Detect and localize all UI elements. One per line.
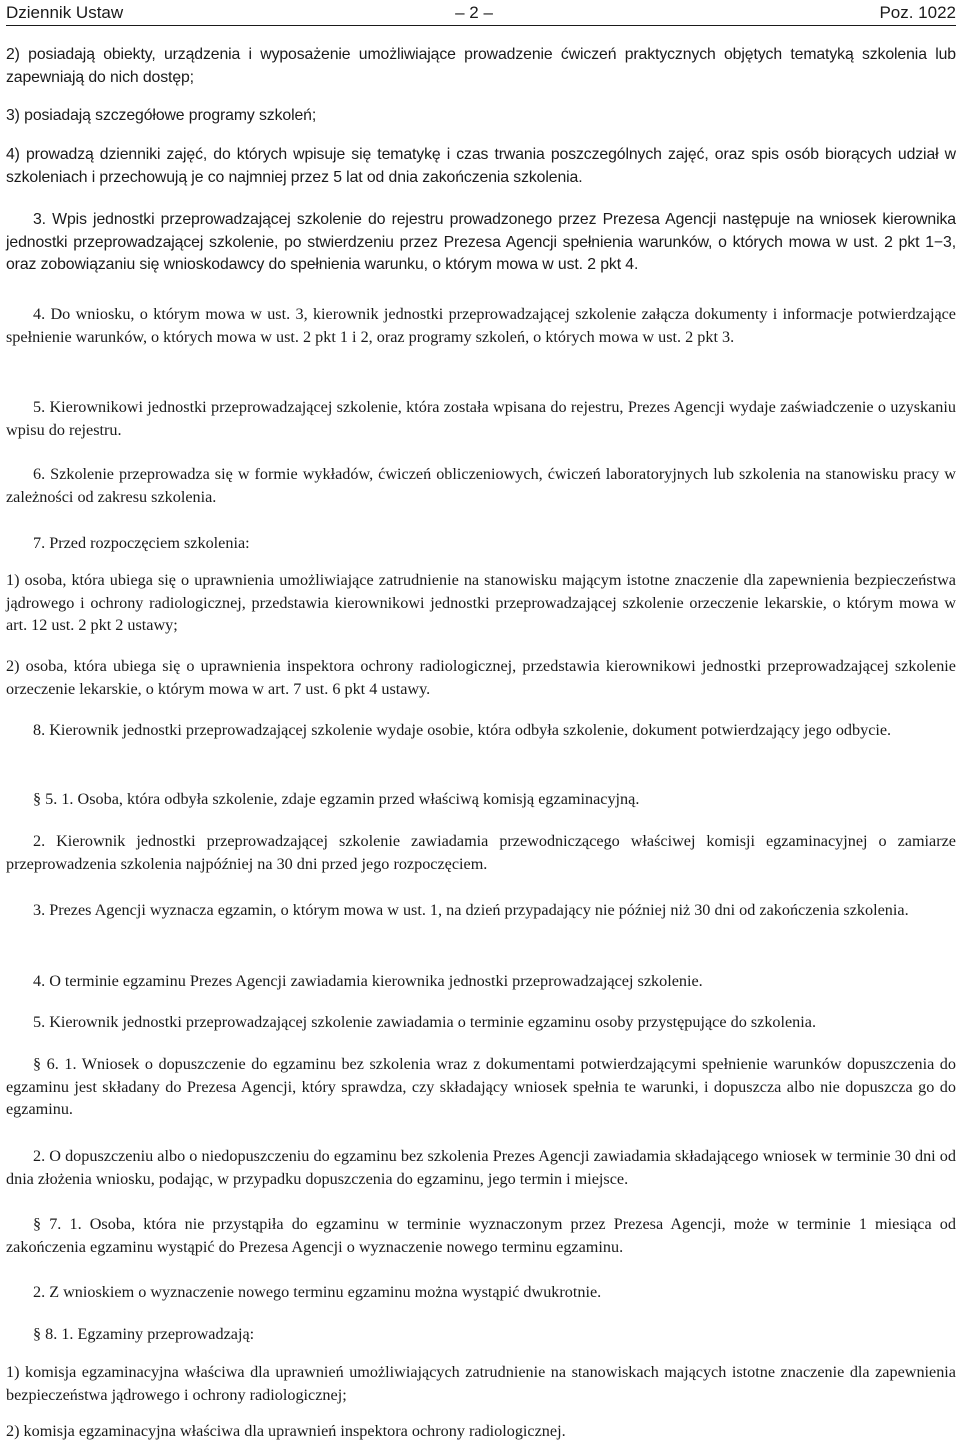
list-item-3: 3) posiadają szczegółowe programy szkoleń; [6, 107, 317, 124]
header-rule [6, 25, 956, 26]
paragraph-par-7-2: 2. Z wnioskiem o wyznaczenie nowego terminu egzaminu można wystąpić dwukrotnie. [33, 1283, 602, 1301]
paragraph-ust-3: 3. Wpis jednostki przeprowadzającej szkolenie do rejestru prowadzonego przez Prezesa Agencji następuje na wniosek kierownika jednostki przeprowadzającej szkolenie, po stwierdzeniu przez Prezesa Agencji spełnienia warunków, o których mowa w ust. 2 pkt 1−3, oraz zobowiązaniu się wnioskodawcy do spełnienia warunku, o którym mowa w ust. 2 pkt 4. [6, 211, 956, 273]
list-item-2: 2) posiadają obiekty, urządzenia i wyposażenie umożliwiające prowadzenie ćwiczeń praktycznych objętych tematyką szkolenia lub zapewniają do nich dostęp; [6, 46, 956, 86]
list-item-8-2: 2) komisja egzaminacyjna właściwa dla uprawnień inspektora ochrony radiologicznej. [6, 1422, 566, 1440]
paragraph-ust-4: 4. Do wniosku, o którym mowa w ust. 3, kierownik jednostki przeprowadzającej szkolenie załącza dokumenty i informacje potwierdzające spełnienie warunków, o których mowa w ust. 2 pkt 1 i 2, oraz programy szkoleń, o których mowa w ust. 2 pkt 3. [6, 305, 956, 346]
paragraph-par-5-2: 2. Kierownik jednostki przeprowadzającej szkolenie zawiadamia przewodniczącego właściwej komisji egzaminacyjnej o zamiarze przeprowadzenia szkolenia najpóźniej na 30 dni przed jego rozpoczęciem. [6, 832, 956, 873]
paragraph-par-5-1: § 5. 1. Osoba, która odbyła szkolenie, zdaje egzamin przed właściwą komisją egzaminacyjną. [33, 790, 640, 808]
paragraph-par-5-5: 5. Kierownik jednostki przeprowadzającej szkolenie zawiadamia o terminie egzaminu osoby przystępujące do szkolenia. [33, 1013, 817, 1031]
page-header [6, 0, 956, 26]
list-item-8-1: 1) komisja egzaminacyjna właściwa dla uprawnień umożliwiających zatrudnienie na stanowiskach mających istotne znaczenie dla zapewnienia bezpieczeństwa jądrowego i ochrony radiologicznej; [6, 1363, 956, 1404]
paragraph-par-6-1: § 6. 1. Wniosek o dopuszczenie do egzaminu bez szkolenia wraz z dokumentami potwierdzającymi spełnienie warunków dopuszczenia do egzaminu jest składany do Prezesa Agencji, który sprawdza, czy składający wniosek spełnia te warunki, i dopuszcza albo nie dopuszcza go do egzaminu. [6, 1055, 956, 1118]
paragraph-par-5-4: 4. O terminie egzaminu Prezes Agencji zawiadamia kierownika jednostki przeprowadzającej szkolenie. [33, 972, 703, 990]
page-number: – 2 – [455, 3, 493, 22]
position-number: Poz. 1022 [879, 3, 956, 22]
paragraph-ust-8: 8. Kierownik jednostki przeprowadzającej szkolenie wydaje osobie, która odbyła szkolenie, dokument potwierdzający jego odbycie. [33, 721, 892, 739]
paragraph-ust-6: 6. Szkolenie przeprowadza się w formie wykładów, ćwiczeń obliczeniowych, ćwiczeń laboratoryjnych lub szkolenia na stanowisku pracy w zależności od zakresu szkolenia. [6, 465, 956, 506]
list-item-7-2: 2) osoba, która ubiega się o uprawnienia inspektora ochrony radiologicznej, przedstawia kierownikowi jednostki przeprowadzającej szkolenie orzeczenie lekarskie, o którym mowa w art. 7 ust. 6 pkt 4 ustawy. [6, 657, 956, 698]
list-item-4: 4) prowadzą dzienniki zajęć, do których wpisuje się tematykę i czas trwania poszczególnych zajęć, oraz spis osób biorących udział w szkoleniach i przechowują je co najmniej przez 5 lat od dnia zakończenia szkolenia. [6, 146, 956, 186]
paragraph-par-6-2: 2. O dopuszczeniu albo o niedopuszczeniu do egzaminu bez szkolenia Prezes Agencji zawiadamia składającego wniosek w terminie 30 dni od dnia złożenia wniosku, podając, w przypadku dopuszczenia do egzaminu, jego termin i miejsce. [6, 1147, 956, 1188]
paragraph-par-7-1: § 7. 1. Osoba, która nie przystąpiła do egzaminu w terminie wyznaczonym przez Prezesa Agencji, może w terminie 1 miesiąca od zakończenia egzaminu wystąpić do Prezesa Agencji o wyznaczenie nowego terminu egzaminu. [6, 1215, 956, 1256]
journal-title: Dziennik Ustaw [6, 3, 124, 22]
list-item-7-1: 1) osoba, która ubiega się o uprawnienia umożliwiające zatrudnienie na stanowisku mającym istotne znaczenie dla zapewnienia bezpieczeństwa jądrowego i ochrony radiologicznej, przedstawia kierownikowi jednostki przeprowadzającej szkolenie orzeczenie lekarskie, o którym mowa w art. 12 ust. 2 pkt 2 ustawy; [6, 571, 956, 634]
paragraph-ust-5: 5. Kierownikowi jednostki przeprowadzającej szkolenie, która została wpisana do rejestru, Prezes Agencji wydaje zaświadczenie o uzyskaniu wpisu do rejestru. [6, 398, 956, 439]
paragraph-ust-7: 7. Przed rozpoczęciem szkolenia: [33, 534, 250, 552]
paragraph-par-8-1: § 8. 1. Egzaminy przeprowadzają: [33, 1325, 255, 1343]
paragraph-par-5-3: 3. Prezes Agencji wyznacza egzamin, o którym mowa w ust. 1, na dzień przypadający nie później niż 30 dni od zakończenia szkolenia. [33, 901, 909, 919]
